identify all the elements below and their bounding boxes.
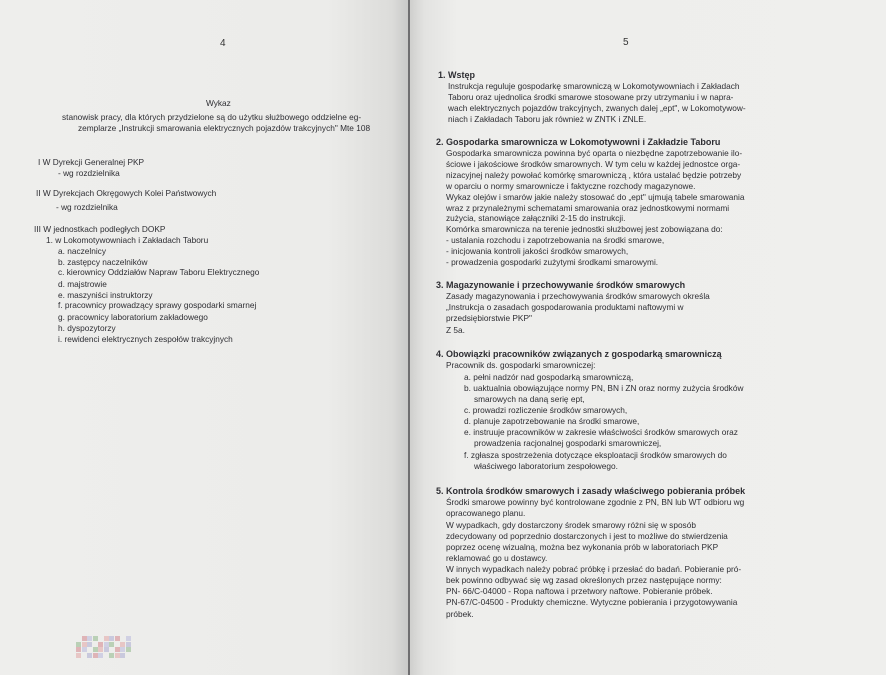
list-item: g. pracownicy laboratorium zakładowego xyxy=(58,312,208,322)
list-item: b. uaktualnia obowiązujące normy PN, BN i ZN oraz normy zużycia środków xyxy=(464,383,744,393)
list-item: prowadzenia racjonalnej gospodarki smarowniczej, xyxy=(474,438,662,448)
stamp-dot xyxy=(98,647,103,652)
stamp-dot xyxy=(115,653,120,658)
text-line: reklamować go u dostawcy. xyxy=(446,553,548,563)
stamp-dot xyxy=(120,642,125,647)
stamp-dot xyxy=(93,647,98,652)
stamp-mark xyxy=(76,636,132,658)
stamp-dot xyxy=(82,636,87,641)
text-line: nizacyjnej należy powołać komórkę smarowniczą , która ustalać będzie potrzeby xyxy=(446,170,742,180)
text-line: Z 5a. xyxy=(446,325,465,335)
text-line: niach i Zakładach Taboru jak również w ZNTK i ZNLE. xyxy=(448,114,647,124)
stamp-dot xyxy=(87,636,92,641)
list-item: a. naczelnicy xyxy=(58,246,106,256)
stamp-dot xyxy=(120,647,125,652)
section-1-title: 1. Wstęp xyxy=(438,70,476,80)
stamp-dot xyxy=(104,642,109,647)
list-item: f. pracownicy prowadzący sprawy gospodarki smarnej xyxy=(58,300,257,310)
text-line: - inicjowania kontroli jakości środków smarowych, xyxy=(446,246,629,256)
list-item: a. pełni nadzór nad gospodarką smarowniczą, xyxy=(464,372,634,382)
list-item: b. zastępcy naczelników xyxy=(58,257,148,267)
text-line: Wykaz olejów i smarów jakie należy stosować do „ept" ujmują tabele smarowania xyxy=(446,192,745,202)
stamp-dot xyxy=(115,636,120,641)
section-3-title: III W jednostkach podległych DOKP xyxy=(34,224,166,234)
stamp-dot xyxy=(93,653,98,658)
section-2-title: II W Dyrekcjach Okręgowych Kolei Państwowych xyxy=(36,188,217,198)
stamp-dot xyxy=(76,653,81,658)
stamp-dot xyxy=(98,642,103,647)
list-item: e. maszyniści instruktorzy xyxy=(58,290,153,300)
stamp-dot xyxy=(126,642,131,647)
stamp-dot xyxy=(93,636,98,641)
text-line: w oparciu o normy smarownicze i faktyczne rozchody magazynowe. xyxy=(446,181,696,191)
text-line: PN- 66/C-04000 - Ropa naftowa i przetwory naftowe. Pobieranie próbek. xyxy=(446,586,713,596)
text-line: wach elektrycznych pojazdów trakcyjnych, zwanych dalej „ept", w Lokomotywow- xyxy=(448,103,746,113)
left-page xyxy=(0,0,408,675)
text-line: PN-67/C-04500 - Produkty chemiczne. Wytyczne pobierania i przygotowywania xyxy=(446,597,738,607)
page-number-right: 5 xyxy=(623,37,629,48)
intro-line: stanowisk pracy, dla których przydzielone są do użytku służbowego oddzielne eg- xyxy=(62,112,362,122)
text-line: „Instrukcja o zasadach gospodarowania produktami naftowymi w xyxy=(446,302,684,312)
page-number-left: 4 xyxy=(220,38,226,49)
stamp-dot xyxy=(109,636,114,641)
list-heading: Wykaz xyxy=(206,98,231,108)
list-item: i. rewidenci elektrycznych zespołów trakcyjnych xyxy=(58,334,233,344)
text-line: wraz z przynależnymi schematami smarowania oraz jednostkowymi normami xyxy=(446,203,730,213)
stamp-dot xyxy=(104,647,109,652)
text-line: Środki smarowe powinny być kontrolowane zgodnie z PN, BN lub WT odbioru wg xyxy=(446,497,745,507)
stamp-dot xyxy=(87,642,92,647)
list-item: właściwego laboratorium zespołowego. xyxy=(474,461,618,471)
section-3-subtitle: 1. w Lokomotywowniach i Zakładach Taboru xyxy=(46,235,209,245)
stamp-dot xyxy=(109,653,114,658)
list-item: smarowych na daną serię ept, xyxy=(474,394,585,404)
text-line: Zasady magazynowania i przechowywania środków smarowych określa xyxy=(446,291,710,301)
text-line: zdecydowany od poprzednio dostarczonych i jest to możliwe do stwierdzenia xyxy=(446,531,728,541)
text-line: - ustalania rozchodu i zapotrzebowania na środki smarowe, xyxy=(446,235,665,245)
list-item: d. planuje zapotrzebowanie na środki smarowe, xyxy=(464,416,640,426)
list-item: e. instruuje pracowników w zakresie właściwości środków smarowych oraz xyxy=(464,427,738,437)
text-line: zużycia, stanowiące załączniki 2-15 do instrukcji. xyxy=(446,213,626,223)
text-line: Pracownik ds. gospodarki smarowniczej: xyxy=(446,360,596,370)
stamp-dot xyxy=(126,636,131,641)
stamp-dot xyxy=(104,636,109,641)
section-2-title: 2. Gospodarka smarownicza w Lokomotywowni i Zakładzie Taboru xyxy=(436,137,721,147)
list-item: h. dyspozytorzy xyxy=(58,323,116,333)
list-item: c. kierownicy Oddziałów Napraw Taboru Elektrycznego xyxy=(58,267,260,277)
stamp-dot xyxy=(76,647,81,652)
stamp-dot xyxy=(126,647,131,652)
section-1-note: - wg rozdzielnika xyxy=(58,168,120,178)
section-3-title: 3. Magazynowanie i przechowywanie środków smarowych xyxy=(436,280,686,290)
text-line: - prowadzenia gospodarki zużytymi środkami smarowymi. xyxy=(446,257,659,267)
stamp-dot xyxy=(98,653,103,658)
text-line: opracowanego planu. xyxy=(446,508,526,518)
section-4-title: 4. Obowiązki pracowników związanych z gospodarką smarowniczą xyxy=(436,349,722,359)
stamp-dot xyxy=(82,647,87,652)
list-item: f. zgłasza spostrzeżenia dotyczące eksploatacji środków smarowych do xyxy=(464,450,727,460)
stamp-dot xyxy=(82,642,87,647)
right-page xyxy=(410,0,886,675)
stamp-dot xyxy=(76,642,81,647)
text-line: Gospodarka smarownicza powinna być oparta o niezbędne zapotrzebowanie ilo- xyxy=(446,148,743,158)
text-line: poprzez ocenę wizualną, można bez wykonania prób w laboratoriach PKP xyxy=(446,542,719,552)
list-item: c. prowadzi rozliczenie środków smarowych, xyxy=(464,405,628,415)
stamp-dot xyxy=(87,653,92,658)
section-2-note: - wg rozdzielnika xyxy=(56,202,118,212)
text-line: W wypadkach, gdy dostarczony środek smarowy różni się w sposób xyxy=(446,520,696,530)
stamp-dot xyxy=(109,642,114,647)
stamp-dot xyxy=(115,647,120,652)
text-line: W innych wypadkach należy pobrać próbkę i przesłać do badań. Pobieranie pró- xyxy=(446,564,742,574)
stamp-dot xyxy=(120,653,125,658)
text-line: Instrukcja reguluje gospodarkę smarowniczą w Lokomotywowniach i Zakładach xyxy=(448,81,740,91)
section-1-title: I W Dyrekcji Generalnej PKP xyxy=(38,157,145,167)
text-line: próbek. xyxy=(446,609,474,619)
intro-line: zemplarze „Instrukcji smarowania elektrycznych pojazdów trakcyjnych" Mte 108 xyxy=(78,123,371,133)
text-line: ściowe i jakościowe środków smarownych. W tym celu w każdej jednostce orga- xyxy=(446,159,741,169)
text-line: bek powinno odbywać się wg zasad określonych przez następujące normy: xyxy=(446,575,722,585)
text-line: Komórka smarownicza na terenie jednostki służbowej jest zobowiązana do: xyxy=(446,224,723,234)
section-5-title: 5. Kontrola środków smarowych i zasady właściwego pobierania próbek xyxy=(436,486,746,496)
text-line: Taboru oraz ujednolica środki smarowe stosowane przy utrzymaniu i w napra- xyxy=(448,92,734,102)
list-item: d. majstrowie xyxy=(58,279,107,289)
text-line: przedsiębiorstwie PKP" xyxy=(446,313,532,323)
